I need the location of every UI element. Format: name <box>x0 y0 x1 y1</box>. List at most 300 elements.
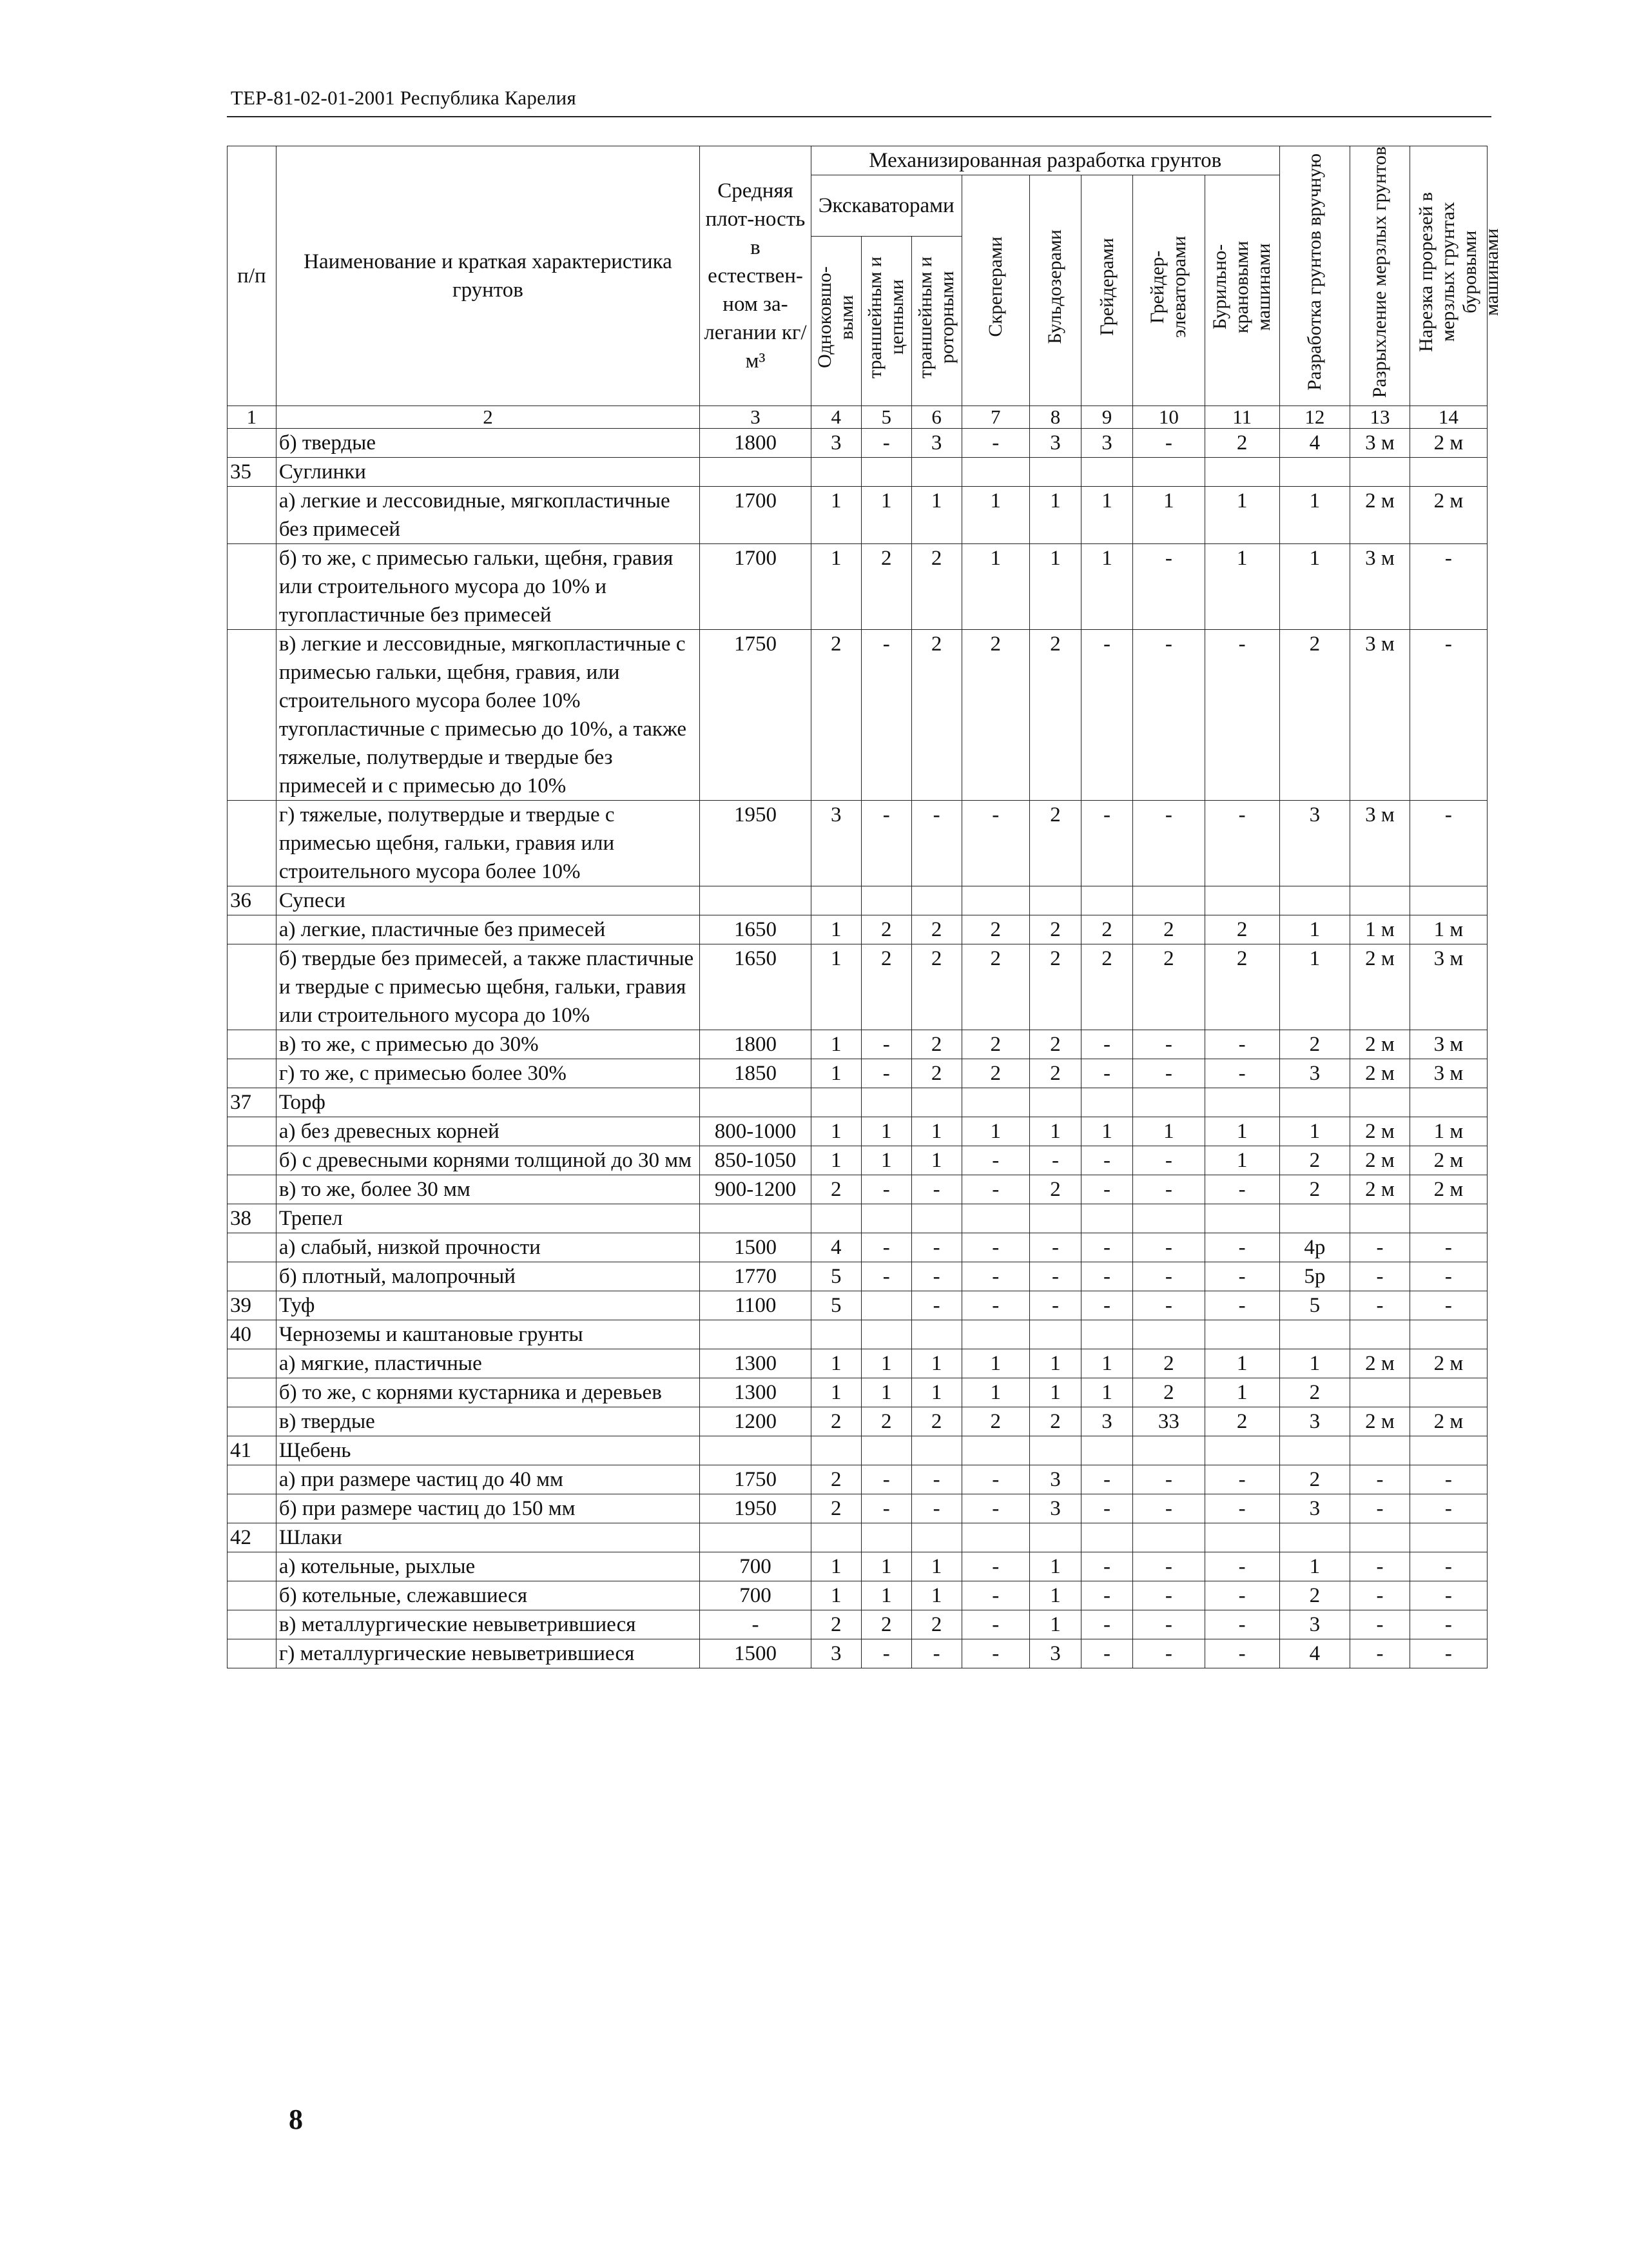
row-number-cell <box>228 1233 276 1262</box>
category-cell: 1 <box>811 1030 861 1059</box>
category-cell: - <box>1410 1262 1487 1291</box>
category-cell <box>1029 886 1081 915</box>
category-cell: 3 <box>911 429 962 458</box>
density-cell: 1200 <box>700 1407 811 1436</box>
category-cell: - <box>962 1552 1029 1581</box>
category-cell <box>911 1523 962 1552</box>
column-number-cell: 12 <box>1279 406 1350 429</box>
category-cell: 2 м <box>1350 1349 1410 1378</box>
category-cell: 1 <box>1205 487 1279 544</box>
row-number-cell <box>228 1494 276 1523</box>
soil-name-cell: Торф <box>276 1088 699 1117</box>
category-cell: 1 <box>911 487 962 544</box>
header-c12: Разработка грунтов вручную <box>1279 146 1350 406</box>
category-cell <box>1279 1320 1350 1349</box>
category-cell: 2 <box>1029 1175 1081 1204</box>
table-row <box>228 1523 1488 1552</box>
row-number-cell <box>228 944 276 1030</box>
category-cell: 1 <box>811 915 861 944</box>
category-cell: - <box>861 1233 911 1262</box>
category-cell: 3 <box>1279 1610 1350 1639</box>
category-cell: 2 <box>962 944 1029 1030</box>
table-row <box>228 1349 1488 1378</box>
category-cell: 3 <box>1029 1465 1081 1494</box>
table-row <box>228 458 1488 487</box>
category-cell <box>962 1320 1029 1349</box>
soil-name-cell: Шлаки <box>276 1523 699 1552</box>
category-cell: 1 <box>1081 487 1133 544</box>
category-cell: 1 <box>962 487 1029 544</box>
category-cell <box>1205 1436 1279 1465</box>
category-cell <box>1081 1088 1133 1117</box>
category-cell: 2 <box>1029 1407 1081 1436</box>
header-mech: Механизированная разработка грунтов <box>811 146 1279 175</box>
density-cell: 700 <box>700 1581 811 1610</box>
category-cell <box>911 1088 962 1117</box>
category-cell <box>861 458 911 487</box>
category-cell: 1 <box>811 544 861 630</box>
category-cell: - <box>1205 1030 1279 1059</box>
table-row <box>228 944 1488 1030</box>
soil-name-cell: г) металлургические невыветрившиеся <box>276 1639 699 1668</box>
category-cell: - <box>1205 1291 1279 1320</box>
category-cell: 2 <box>1029 801 1081 886</box>
category-cell <box>861 1523 911 1552</box>
category-cell: - <box>861 1030 911 1059</box>
category-cell: - <box>1081 1175 1133 1204</box>
table-row <box>228 1088 1488 1117</box>
category-cell: - <box>1133 1175 1205 1204</box>
category-cell <box>1279 1436 1350 1465</box>
row-number-cell <box>228 1349 276 1378</box>
header-c9: Грейдерами <box>1081 175 1133 406</box>
category-cell <box>1205 1320 1279 1349</box>
category-cell: - <box>1410 1233 1487 1262</box>
header-c10: Грейдер-элеваторами <box>1133 175 1205 406</box>
category-cell <box>1133 886 1205 915</box>
category-cell: - <box>1029 1146 1081 1175</box>
category-cell: 3 м <box>1350 630 1410 801</box>
header-name: Наименование и краткая характеристика грунтов <box>276 146 699 406</box>
category-cell: 1 <box>911 1552 962 1581</box>
table-row <box>228 1320 1488 1349</box>
soil-name-cell: б) твердые <box>276 429 699 458</box>
category-cell: - <box>1133 801 1205 886</box>
category-cell: - <box>1350 1494 1410 1523</box>
density-cell: 850-1050 <box>700 1146 811 1175</box>
category-cell: - <box>1205 1639 1279 1668</box>
row-number-cell: 42 <box>228 1523 276 1552</box>
category-cell <box>1029 1320 1081 1349</box>
category-cell: - <box>1081 1639 1133 1668</box>
category-cell: - <box>1081 1465 1133 1494</box>
category-cell <box>1133 1088 1205 1117</box>
row-number-cell <box>228 1175 276 1204</box>
category-cell: 1 <box>911 1349 962 1378</box>
category-cell <box>1279 886 1350 915</box>
category-cell: 1 <box>861 1146 911 1175</box>
row-number-cell <box>228 915 276 944</box>
category-cell <box>962 1088 1029 1117</box>
row-number-cell <box>228 544 276 630</box>
category-cell <box>1133 1204 1205 1233</box>
row-number-cell: 35 <box>228 458 276 487</box>
row-number-cell <box>228 1610 276 1639</box>
category-cell: 3 м <box>1350 544 1410 630</box>
category-cell: - <box>1205 801 1279 886</box>
category-cell: 1 <box>911 1117 962 1146</box>
category-cell: - <box>1410 1465 1487 1494</box>
category-cell: 1 <box>811 487 861 544</box>
soil-name-cell: г) то же, с примесью более 30% <box>276 1059 699 1088</box>
density-cell: - <box>700 1610 811 1639</box>
category-cell: 2 <box>962 1407 1029 1436</box>
category-cell: 1 <box>962 544 1029 630</box>
category-cell <box>1410 886 1487 915</box>
category-cell <box>1205 886 1279 915</box>
category-cell: - <box>1133 1639 1205 1668</box>
soil-name-cell: а) котельные, рыхлые <box>276 1552 699 1581</box>
category-cell: 1 <box>811 1059 861 1088</box>
category-cell: - <box>1350 1262 1410 1291</box>
category-cell: - <box>1081 1146 1133 1175</box>
category-cell: 2 м <box>1410 429 1487 458</box>
category-cell: 2 м <box>1350 487 1410 544</box>
category-cell: 2 м <box>1350 1175 1410 1204</box>
density-cell: 1750 <box>700 1465 811 1494</box>
category-cell: 2 м <box>1350 944 1410 1030</box>
category-cell <box>1205 1088 1279 1117</box>
category-cell: 1 <box>1081 1378 1133 1407</box>
table-row <box>228 1639 1488 1668</box>
category-cell: - <box>1350 1610 1410 1639</box>
density-cell <box>700 886 811 915</box>
category-cell: 1 <box>911 1581 962 1610</box>
category-cell <box>1205 1523 1279 1552</box>
category-cell: 2 <box>1029 1030 1081 1059</box>
category-cell <box>911 886 962 915</box>
soil-name-cell: б) твердые без примесей, а также пластичные и твердые с примесью щебня, гальки, гравия или строительного мусора до 10% <box>276 944 699 1030</box>
category-cell: - <box>1029 1233 1081 1262</box>
category-cell: 1 <box>1133 487 1205 544</box>
column-number-cell: 13 <box>1350 406 1410 429</box>
category-cell: - <box>911 1175 962 1204</box>
table-row <box>228 801 1488 886</box>
category-cell: 1 <box>811 1552 861 1581</box>
category-cell: 1 <box>1205 1146 1279 1175</box>
category-cell: 3 м <box>1350 429 1410 458</box>
category-cell: 1 <box>1279 487 1350 544</box>
category-cell: - <box>1205 1581 1279 1610</box>
category-cell <box>811 886 861 915</box>
soil-name-cell: а) легкие, пластичные без примесей <box>276 915 699 944</box>
category-cell: - <box>1350 1291 1410 1320</box>
category-cell: - <box>1410 1552 1487 1581</box>
category-cell: 2 <box>811 1407 861 1436</box>
category-cell <box>861 1291 911 1320</box>
category-cell: 2 <box>1205 1407 1279 1436</box>
density-cell: 1650 <box>700 915 811 944</box>
category-cell: 1 <box>1205 544 1279 630</box>
category-cell: - <box>1133 1494 1205 1523</box>
category-cell <box>811 1204 861 1233</box>
category-cell: - <box>1410 1639 1487 1668</box>
category-cell: - <box>1133 1233 1205 1262</box>
category-cell: 2 <box>1081 915 1133 944</box>
row-number-cell <box>228 1146 276 1175</box>
header-c13: Разрыхление мерзлых грунтов <box>1350 146 1410 406</box>
category-cell: 2 <box>861 1407 911 1436</box>
soil-name-cell: б) то же, с корнями кустарника и деревьев <box>276 1378 699 1407</box>
category-cell <box>1133 1436 1205 1465</box>
category-cell <box>1081 1320 1133 1349</box>
category-cell <box>1410 1204 1487 1233</box>
category-cell: 1 <box>962 1117 1029 1146</box>
category-cell: 5 <box>811 1291 861 1320</box>
soil-name-cell: в) легкие и лессовидные, мягкопластичные с примесью гальки, щебня, гравия, или строительного мусора более 10% тугопластичные с примесью до 10%, а также тяжелые, полутвердые и твердые без примесей и с примесью до 10% <box>276 630 699 801</box>
category-cell: 2 <box>1133 1349 1205 1378</box>
table-row <box>228 886 1488 915</box>
category-cell <box>861 1204 911 1233</box>
category-cell: - <box>1081 1610 1133 1639</box>
category-cell <box>1081 1204 1133 1233</box>
category-cell <box>1279 1088 1350 1117</box>
table-row <box>228 915 1488 944</box>
category-cell <box>1081 886 1133 915</box>
column-number-cell: 2 <box>276 406 699 429</box>
density-cell <box>700 1204 811 1233</box>
category-cell <box>1029 1436 1081 1465</box>
category-cell: - <box>1133 1291 1205 1320</box>
category-cell: - <box>1081 1581 1133 1610</box>
row-number-cell: 36 <box>228 886 276 915</box>
category-cell: 1 <box>1081 1349 1133 1378</box>
category-cell: 2 м <box>1350 1030 1410 1059</box>
category-cell: 1 <box>1205 1117 1279 1146</box>
header-rule <box>227 116 1491 117</box>
category-cell: - <box>1205 1552 1279 1581</box>
category-cell: 3 <box>1279 801 1350 886</box>
category-cell <box>1350 1523 1410 1552</box>
category-cell: - <box>962 1581 1029 1610</box>
category-cell: 1 <box>911 1378 962 1407</box>
category-cell: 2 <box>1029 630 1081 801</box>
category-cell: 1 <box>1029 1117 1081 1146</box>
category-cell: 1 <box>861 1581 911 1610</box>
category-cell: - <box>1350 1465 1410 1494</box>
category-cell: 1 <box>811 1146 861 1175</box>
category-cell: 4 <box>1279 1639 1350 1668</box>
category-cell: - <box>1350 1552 1410 1581</box>
category-cell: 1 <box>1029 1610 1081 1639</box>
header-excavators: Экскаваторами <box>811 175 962 237</box>
category-cell: - <box>1081 1494 1133 1523</box>
category-cell: - <box>1350 1581 1410 1610</box>
soil-name-cell: г) тяжелые, полутвердые и твердые с примесью щебня, гальки, гравия или строительного мусора более 10% <box>276 801 699 886</box>
category-cell: 2 <box>911 544 962 630</box>
table-row <box>228 1610 1488 1639</box>
category-cell: 2 <box>1279 1146 1350 1175</box>
category-cell <box>1410 1523 1487 1552</box>
density-cell: 1850 <box>700 1059 811 1088</box>
category-cell <box>911 1204 962 1233</box>
category-cell: 2 м <box>1410 487 1487 544</box>
row-number-cell <box>228 1407 276 1436</box>
soil-name-cell: б) с древесными корнями толщиной до 30 мм <box>276 1146 699 1175</box>
soil-name-cell: в) твердые <box>276 1407 699 1436</box>
category-cell: 1 <box>1279 1552 1350 1581</box>
category-cell <box>1205 458 1279 487</box>
density-cell <box>700 1320 811 1349</box>
category-cell: 2 <box>861 1610 911 1639</box>
column-number-cell: 6 <box>911 406 962 429</box>
soil-name-cell: а) слабый, низкой прочности <box>276 1233 699 1262</box>
category-cell: 4 <box>1279 429 1350 458</box>
category-cell: 1 <box>861 1349 911 1378</box>
category-cell: 1 <box>861 1378 911 1407</box>
header-c7: Скреперами <box>962 175 1029 406</box>
category-cell <box>861 1088 911 1117</box>
category-cell: 1 <box>911 1146 962 1175</box>
density-cell <box>700 1436 811 1465</box>
density-cell: 1300 <box>700 1378 811 1407</box>
category-cell: - <box>911 1233 962 1262</box>
soil-name-cell: б) котельные, слежавшиеся <box>276 1581 699 1610</box>
category-cell: 1 м <box>1350 915 1410 944</box>
category-cell: - <box>962 1262 1029 1291</box>
category-cell: - <box>911 801 962 886</box>
category-cell <box>811 1436 861 1465</box>
table-row <box>228 1117 1488 1146</box>
table-row <box>228 630 1488 801</box>
row-number-cell: 37 <box>228 1088 276 1117</box>
header-c11: Бурильно-крановыми машинами <box>1205 175 1279 406</box>
table-row <box>228 1407 1488 1436</box>
category-cell: 2 <box>962 1059 1029 1088</box>
header-c8: Бульдозерами <box>1029 175 1081 406</box>
category-cell: - <box>962 429 1029 458</box>
category-cell <box>1081 1436 1133 1465</box>
density-cell: 1700 <box>700 487 811 544</box>
category-cell: 1 <box>1029 1581 1081 1610</box>
category-cell: 2 м <box>1350 1059 1410 1088</box>
category-cell: 1 <box>1029 544 1081 630</box>
category-cell: - <box>1081 1262 1133 1291</box>
category-cell <box>962 458 1029 487</box>
category-cell: - <box>911 1494 962 1523</box>
row-number-cell <box>228 801 276 886</box>
category-cell: 1 <box>1279 944 1350 1030</box>
category-cell: - <box>962 1465 1029 1494</box>
category-cell: - <box>1205 1175 1279 1204</box>
soil-name-cell: Щебень <box>276 1436 699 1465</box>
category-cell: - <box>962 1610 1029 1639</box>
category-cell: 1 м <box>1410 1117 1487 1146</box>
soil-name-cell: Туф <box>276 1291 699 1320</box>
category-cell <box>1350 1378 1410 1407</box>
category-cell <box>1205 1204 1279 1233</box>
category-cell <box>1350 886 1410 915</box>
category-cell: - <box>861 1262 911 1291</box>
category-cell: 2 <box>861 944 911 1030</box>
category-cell <box>811 458 861 487</box>
category-cell: - <box>962 801 1029 886</box>
category-cell: 1 <box>1133 1117 1205 1146</box>
soil-name-cell: б) плотный, малопрочный <box>276 1262 699 1291</box>
soil-name-cell: в) металлургические невыветрившиеся <box>276 1610 699 1639</box>
category-cell: 1 <box>811 1117 861 1146</box>
category-cell: - <box>1350 1233 1410 1262</box>
density-cell: 900-1200 <box>700 1175 811 1204</box>
category-cell <box>1279 1204 1350 1233</box>
density-cell: 1500 <box>700 1639 811 1668</box>
category-cell: 2 м <box>1350 1407 1410 1436</box>
category-cell: - <box>1029 1291 1081 1320</box>
header-num: п/п <box>228 146 276 406</box>
column-number-cell: 7 <box>962 406 1029 429</box>
category-cell: 2 <box>1279 1465 1350 1494</box>
category-cell: 2 <box>962 915 1029 944</box>
category-cell: 3 <box>1279 1059 1350 1088</box>
category-cell: - <box>1410 1291 1487 1320</box>
row-number-cell <box>228 429 276 458</box>
category-cell: 3 м <box>1410 944 1487 1030</box>
table-row <box>228 1436 1488 1465</box>
row-number-cell <box>228 630 276 801</box>
category-cell <box>1350 1320 1410 1349</box>
column-number-cell: 8 <box>1029 406 1081 429</box>
category-cell <box>861 1436 911 1465</box>
category-cell: 3 м <box>1410 1030 1487 1059</box>
category-cell: 2 <box>1279 1581 1350 1610</box>
table-row <box>228 429 1488 458</box>
category-cell: - <box>1133 630 1205 801</box>
category-cell <box>811 1320 861 1349</box>
soil-name-cell: Трепел <box>276 1204 699 1233</box>
category-cell: 2 <box>1133 915 1205 944</box>
soil-name-cell: а) при размере частиц до 40 мм <box>276 1465 699 1494</box>
density-cell: 1300 <box>700 1349 811 1378</box>
density-cell <box>700 1088 811 1117</box>
row-number-cell <box>228 1262 276 1291</box>
table-row <box>228 487 1488 544</box>
row-number-cell <box>228 1552 276 1581</box>
category-cell <box>962 1523 1029 1552</box>
header-c14: Нарезка прорезей в мерзлых грунтах буровыми машинами <box>1410 146 1487 406</box>
category-cell: - <box>1410 1581 1487 1610</box>
category-cell: - <box>911 1465 962 1494</box>
category-cell: 1 <box>1081 1117 1133 1146</box>
category-cell: 2 <box>962 630 1029 801</box>
category-cell: - <box>1205 1494 1279 1523</box>
category-cell <box>1279 458 1350 487</box>
category-cell: - <box>1081 1291 1133 1320</box>
category-cell: 3 м <box>1350 801 1410 886</box>
table-row <box>228 1059 1488 1088</box>
category-cell: - <box>1205 1059 1279 1088</box>
category-cell: 2 <box>811 1465 861 1494</box>
soil-name-cell: в) то же, более 30 мм <box>276 1175 699 1204</box>
category-cell <box>1410 1088 1487 1117</box>
category-cell: 2 <box>911 1407 962 1436</box>
category-cell: - <box>1133 1262 1205 1291</box>
category-cell <box>1410 1320 1487 1349</box>
row-number-cell <box>228 1030 276 1059</box>
category-cell: 2 м <box>1410 1407 1487 1436</box>
category-cell: 1 <box>1279 915 1350 944</box>
row-number-cell <box>228 1581 276 1610</box>
category-cell <box>1029 458 1081 487</box>
